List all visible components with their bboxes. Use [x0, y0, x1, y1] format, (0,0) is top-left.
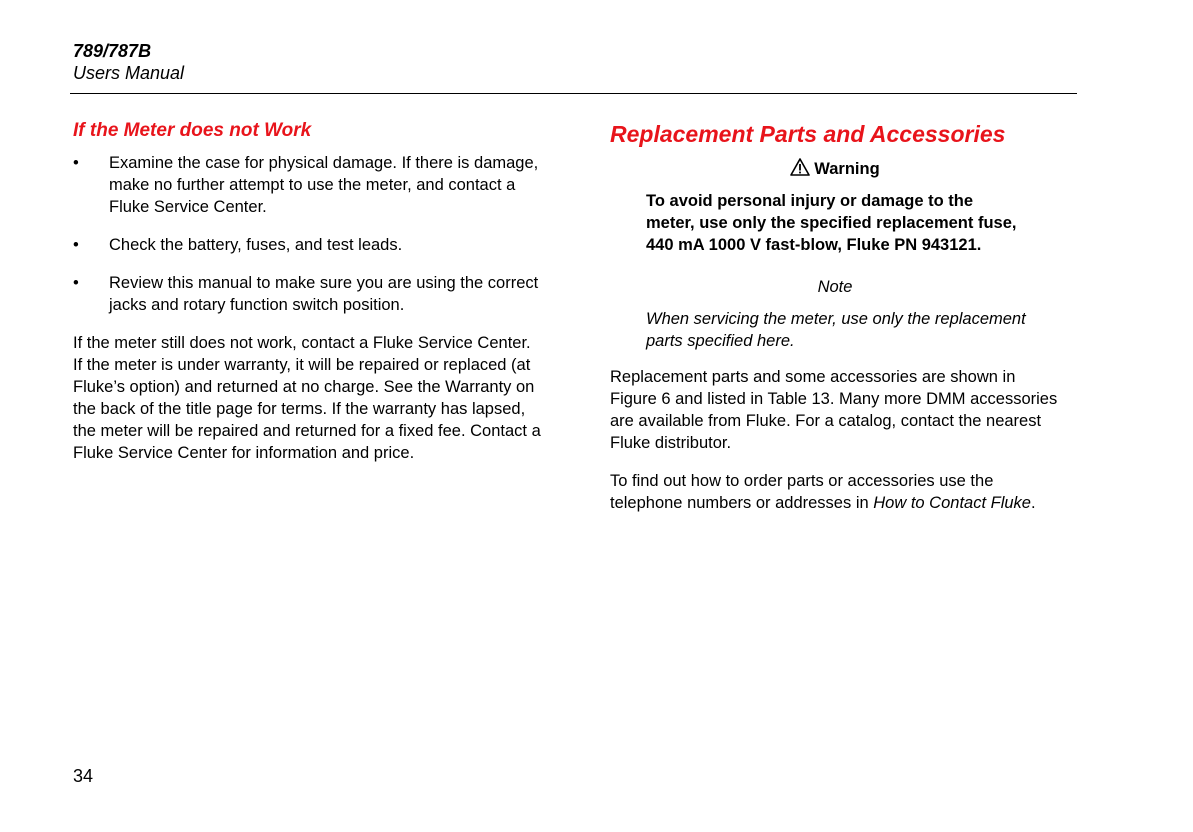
bullet-icon: •: [73, 236, 79, 254]
list-item: [73, 272, 543, 316]
note-text: When servicing the meter, use only the replacement parts specified here.: [646, 310, 1026, 350]
list-item-text: Review this manual to make sure you are using the correct jacks and rotary function switch position.: [109, 274, 539, 314]
warning-text: To avoid personal injury or damage to the meter, use only the specified replacement fuse, 440 mA 1000 V fast-blow, Fluke PN 943121.: [646, 192, 1017, 254]
ordering-paragraph: [610, 470, 1060, 514]
bullet-icon: •: [73, 154, 79, 172]
warning-triangle-icon: [790, 158, 810, 176]
header-rule: [70, 93, 1077, 94]
document-type: Users Manual: [73, 63, 185, 83]
left-column: [73, 118, 543, 480]
section-heading-meter-not-work: If the Meter does not Work: [73, 120, 312, 141]
right-column: [610, 118, 1060, 530]
list-item-text: Examine the case for physical damage. If there is damage, make no further attempt to use the meter, and contact a Fluke Service Center.: [109, 154, 539, 216]
warranty-paragraph: If the meter still does not work, contact a Fluke Service Center. If the meter is under warranty, it will be repaired or replaced (at Fluke’s option) and returned at no charge. See the Warranty on the back of the title page for terms. If the warranty has lapsed, the meter will be repaired and returned for a fixed fee. Contact a Fluke Service Center for information and price.: [73, 334, 541, 462]
list-item: [73, 234, 543, 256]
troubleshooting-list: [73, 152, 543, 316]
page-number: 34: [73, 766, 94, 786]
page-header: [73, 40, 184, 84]
list-item: [73, 152, 543, 218]
list-item-text: Check the battery, fuses, and test leads.: [109, 236, 403, 254]
product-name: 789/787B: [73, 41, 152, 61]
ordering-text: To find out how to order parts or accessories use the telephone numbers or addresses in: [610, 472, 994, 512]
section-heading-replacement-parts: Replacement Parts and Accessories: [610, 121, 1006, 147]
accessories-paragraph: Replacement parts and some accessories are shown in Figure 6 and listed in Table 13. Many more DMM accessories are available from Fluke. For a catalog, contact the nearest Fluke distributor.: [610, 368, 1058, 452]
note-label: Note: [817, 278, 853, 296]
warning-label: Warning: [814, 160, 880, 178]
bullet-icon: •: [73, 274, 79, 292]
ordering-text-end: .: [1030, 494, 1036, 512]
warning-title: [610, 158, 1060, 180]
contact-fluke-reference: How to Contact Fluke: [873, 494, 1031, 512]
